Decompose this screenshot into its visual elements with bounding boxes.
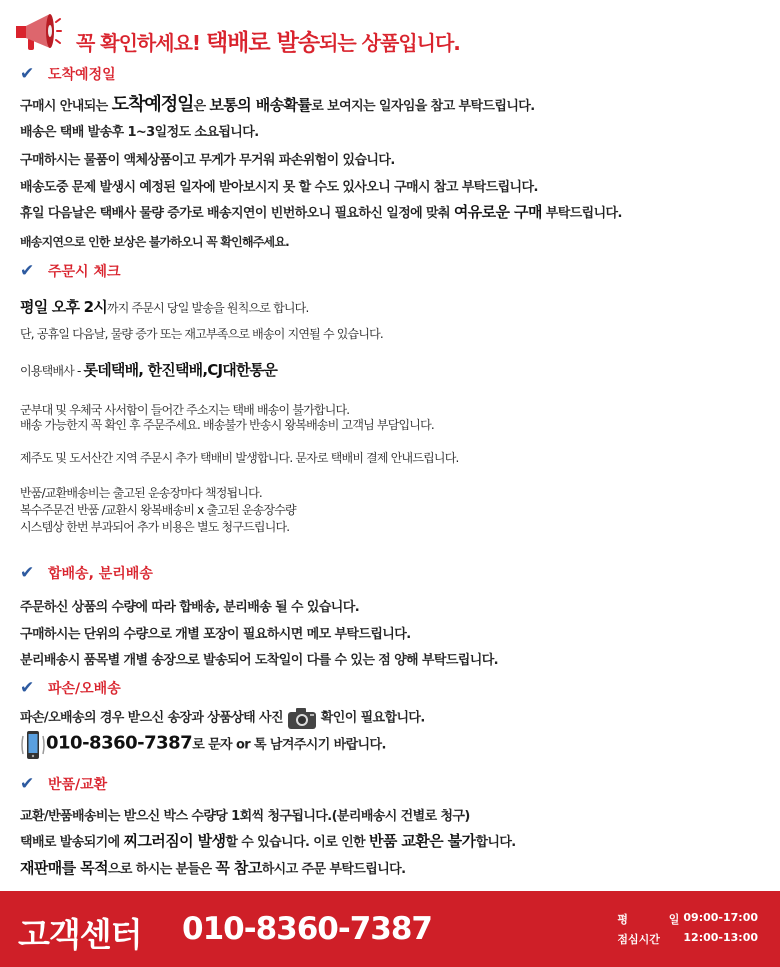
order-line-9: 시스템상 한번 부과되어 추가 비용은 별도 청구드립니다.: [20, 520, 290, 534]
combine-line-3: 분리배송시 품목별 개별 송장으로 발송되어 도착일이 다를 수 있는 점 양해 부탁드립니다.: [20, 653, 499, 668]
text: 하시고 주문 부탁드립니다.: [261, 862, 406, 877]
text: 택배로 발송되기에: [20, 835, 124, 850]
combine-line-1: 주문하신 상품의 수량에 따라 합배송, 분리배송 될 수 있습니다.: [20, 600, 360, 615]
lunch-hours-row: [617, 931, 758, 947]
arrival-line-1: [20, 90, 535, 116]
arrival-line-6: 배송지연으로 인한 보상은 불가하오니 꼭 확인해주세요.: [20, 235, 289, 249]
section-title-damage: [20, 678, 121, 698]
text: 로 보여지는 일자임을 참고 부탁드립니다.: [311, 99, 535, 114]
section-title-arrival: [20, 64, 116, 84]
text: 이용택배사 -: [20, 364, 84, 378]
arrival-line-5: [20, 201, 622, 222]
text: 구매시 안내되는: [20, 99, 112, 114]
section-title-order: [20, 261, 121, 281]
emphasis-text: 도착예정일: [111, 94, 194, 115]
text: 합니다.: [475, 835, 516, 850]
arrival-line-4: 배송도중 문제 발생시 예정된 일자에 받아보시지 못 할 수도 있사오니 구매시 참고 부탁드립니다.: [20, 180, 538, 195]
text: 일: [668, 913, 680, 926]
section-title-combine: [20, 563, 153, 583]
checkmark-icon: ✔: [20, 678, 35, 698]
customer-center-banner: [0, 891, 780, 967]
emphasis-text: 찌그러짐이 발생: [123, 832, 226, 850]
section-label: 도착예정일: [48, 67, 116, 83]
returns-line-3: [20, 857, 405, 878]
weekday-hours-row: [617, 911, 758, 927]
lunch-hours-value: 12:00-13:00: [683, 931, 758, 944]
weekday-hours-value: 09:00-17:00: [683, 911, 758, 924]
header-title-emphasis: 택배로 발송: [205, 30, 320, 56]
returns-line-2: [20, 830, 516, 851]
section-title-returns: [20, 774, 107, 794]
notice-header: [0, 0, 780, 66]
order-line-2: 단, 공휴일 다음날, 물량 증가 또는 재고부족으로 배송이 지연될 수 있습니다.: [20, 327, 383, 341]
text: 으로 하시는 분들은: [107, 862, 216, 877]
combine-line-2: 구매하시는 단위의 수량으로 개별 포장이 필요하시면 메모 부탁드립니다.: [20, 627, 411, 642]
weekday-hours-label: [617, 911, 679, 927]
emphasis-text: 반품 교환은 불가: [368, 832, 476, 850]
text: 할 수 있습니다. 이로 인한: [225, 835, 369, 850]
damage-line-1: [20, 706, 425, 730]
order-line-5: 배송 가능한지 꼭 확인 후 주문주세요. 배송불가 반송시 왕복배송비 고객님 부담입니다.: [20, 418, 434, 432]
checkmark-icon: ✔: [20, 64, 35, 84]
text: 은: [193, 99, 210, 114]
order-line-6: 제주도 및 도서산간 지역 주문시 추가 택배비 발생합니다. 문자로 택배비 결제 안내드립니다.: [20, 451, 459, 465]
section-label: 반품/교환: [48, 777, 108, 793]
section-label: 파손/오배송: [48, 681, 121, 697]
arrival-line-3: 구매하시는 물품이 액체상품이고 무게가 무거워 파손위험이 있습니다.: [20, 153, 395, 168]
order-line-7: 반품/교환배송비는 출고된 운송장마다 책정됩니다.: [20, 486, 262, 500]
checkmark-icon: ✔: [20, 563, 35, 583]
emphasis-text: 평일 오후 2시: [20, 298, 107, 316]
section-label: 주문시 체크: [48, 264, 121, 280]
text: 평: [617, 913, 629, 926]
camera-icon: [287, 706, 317, 730]
text: 까지 주문시 당일 발송을 원칙으로 합니다.: [106, 301, 309, 315]
order-line-4: 군부대 및 우체국 사서함이 들어간 주소지는 택배 배송이 불가합니다.: [20, 403, 350, 417]
order-line-3: [20, 359, 277, 380]
megaphone-icon: [10, 8, 62, 56]
emphasis-text: 여유로운 구매: [453, 203, 542, 221]
header-title: [76, 24, 460, 57]
text: 확인이 필요합니다.: [316, 710, 425, 726]
returns-line-1: 교환/반품배송비는 받으신 박스 수량당 1회씩 청구됩니다.(분리배송시 건별로 청구): [20, 809, 470, 824]
checkmark-icon: ✔: [20, 261, 35, 281]
text: 파손/오배송의 경우 받으신 송장과 상품상태 사진: [20, 710, 287, 726]
text: 로 문자 or 톡 남겨주시기 바랍니다.: [192, 737, 386, 753]
arrival-line-2: 배송은 택배 발송후 1~3일정도 소요됩니다.: [20, 125, 259, 140]
order-line-1: [20, 296, 309, 317]
emphasis-text: 보통의 배송확률: [209, 96, 312, 114]
emphasis-text: 재판매를 목적: [20, 859, 108, 877]
checkmark-icon: ✔: [20, 774, 35, 794]
customer-center-label: 고객센터: [18, 915, 142, 954]
courier-list: 롯데택배, 한진택배,CJ대한통운: [83, 361, 278, 379]
lunch-hours-label: 점심시간: [617, 933, 660, 946]
customer-center-phone[interactable]: 010-8360-7387: [182, 911, 433, 947]
order-line-8: 복수주문건 반품 /교환시 왕복배송비 x 출고된 운송장수량: [20, 503, 296, 517]
emphasis-text: 꼭 참고: [215, 859, 262, 877]
header-title-part1: 꼭 확인하세요!: [76, 31, 206, 55]
text: 휴일 다음날은 택배사 물량 증가로 배송지연이 빈번하오니 필요하신 일정에 맞춰: [20, 206, 454, 221]
damage-phone-number[interactable]: 010-8360-7387: [46, 732, 193, 754]
text: 부탁드립니다.: [541, 206, 622, 221]
smartphone-icon: [20, 730, 46, 760]
damage-line-2: [20, 730, 386, 760]
header-title-part3: 되는 상품입니다.: [319, 31, 460, 55]
section-label: 합배송, 분리배송: [48, 566, 153, 582]
